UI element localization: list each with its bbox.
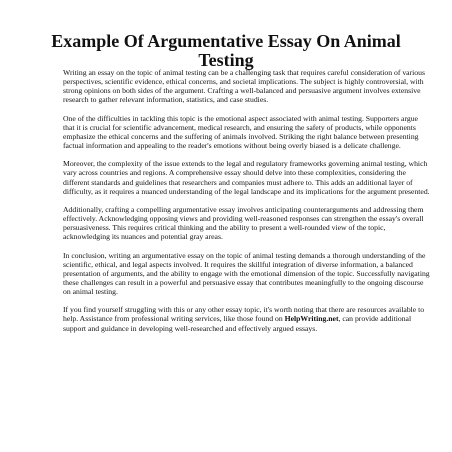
closing-text-before: If you find yourself struggling with this or any other essay topic, it's worth noting that there are resources available to help. Assistance from professional writing services, like those found on [63,305,425,324]
paragraph-legal-complexity: Moreover, the complexity of the issue extends to the legal and regulatory frameworks governing animal testing, which vary across countries and regions. A comprehensive essay should delve into these complexities, considering the different standards and guidelines that researchers and companies must adhere to. This adds an additional layer of difficulty, as it requires a nuanced understanding of the legal landscape and its implications for the argument presented. [63,159,430,196]
document-body [63,68,431,342]
paragraph-closing [63,305,431,332]
paragraph-emotional-aspect: One of the difficulties in tackling this topic is the emotional aspect associated with animal testing. Supporters argue that it is crucial for scientific advancement, medical research, and ensuring the safety of products, while opponents emphasize the ethical concerns and the suffering of animals involved. Striking the right balance between presenting factual information and appealing to the reader's emotions without being overly biased is a delicate challenge. [63,113,419,151]
document-title: Example Of Argumentative Essay On Animal Testing [51,31,401,70]
paragraph-counterarguments: Additionally, crafting a compelling argumentative essay involves anticipating counterarguments and addressing them effectively. Acknowledging opposing views and providing well-reasoned responses can strengthen the essay's overall persuasiveness. This requires critical thinking and the ability to present a well-rounded view of the topic, acknowledging its nuances and potential gray areas. [63,204,424,242]
helpwriting-link[interactable]: HelpWriting.net [284,314,339,324]
paragraph-intro: Writing an essay on the topic of animal testing can be a challenging task that requires careful consideration of various perspectives, scientific evidence, ethical concerns, and societal implications. The subject is highly controversial, with strong opinions on both sides of the argument. Crafting a well-balanced and persuasive argument involves extensive research to gather relevant information, statistics, and case studies. [63,68,425,105]
paragraph-conclusion: In conclusion, writing an argumentative essay on the topic of animal testing demands a thorough understanding of the scientific, ethical, and legal aspects involved. It requires the skillful integration of diverse information, a balanced presentation of arguments, and the ability to engage with the emotional dimension of the topic. Successfully navigating these challenges can result in a powerful and persuasive essay that contributes meaningfully to the ongoing discourse on animal testing. [63,250,430,297]
closing-text-after: , can provide additional support and guidance in developing well-researched and effectively argued essays. [63,314,412,333]
